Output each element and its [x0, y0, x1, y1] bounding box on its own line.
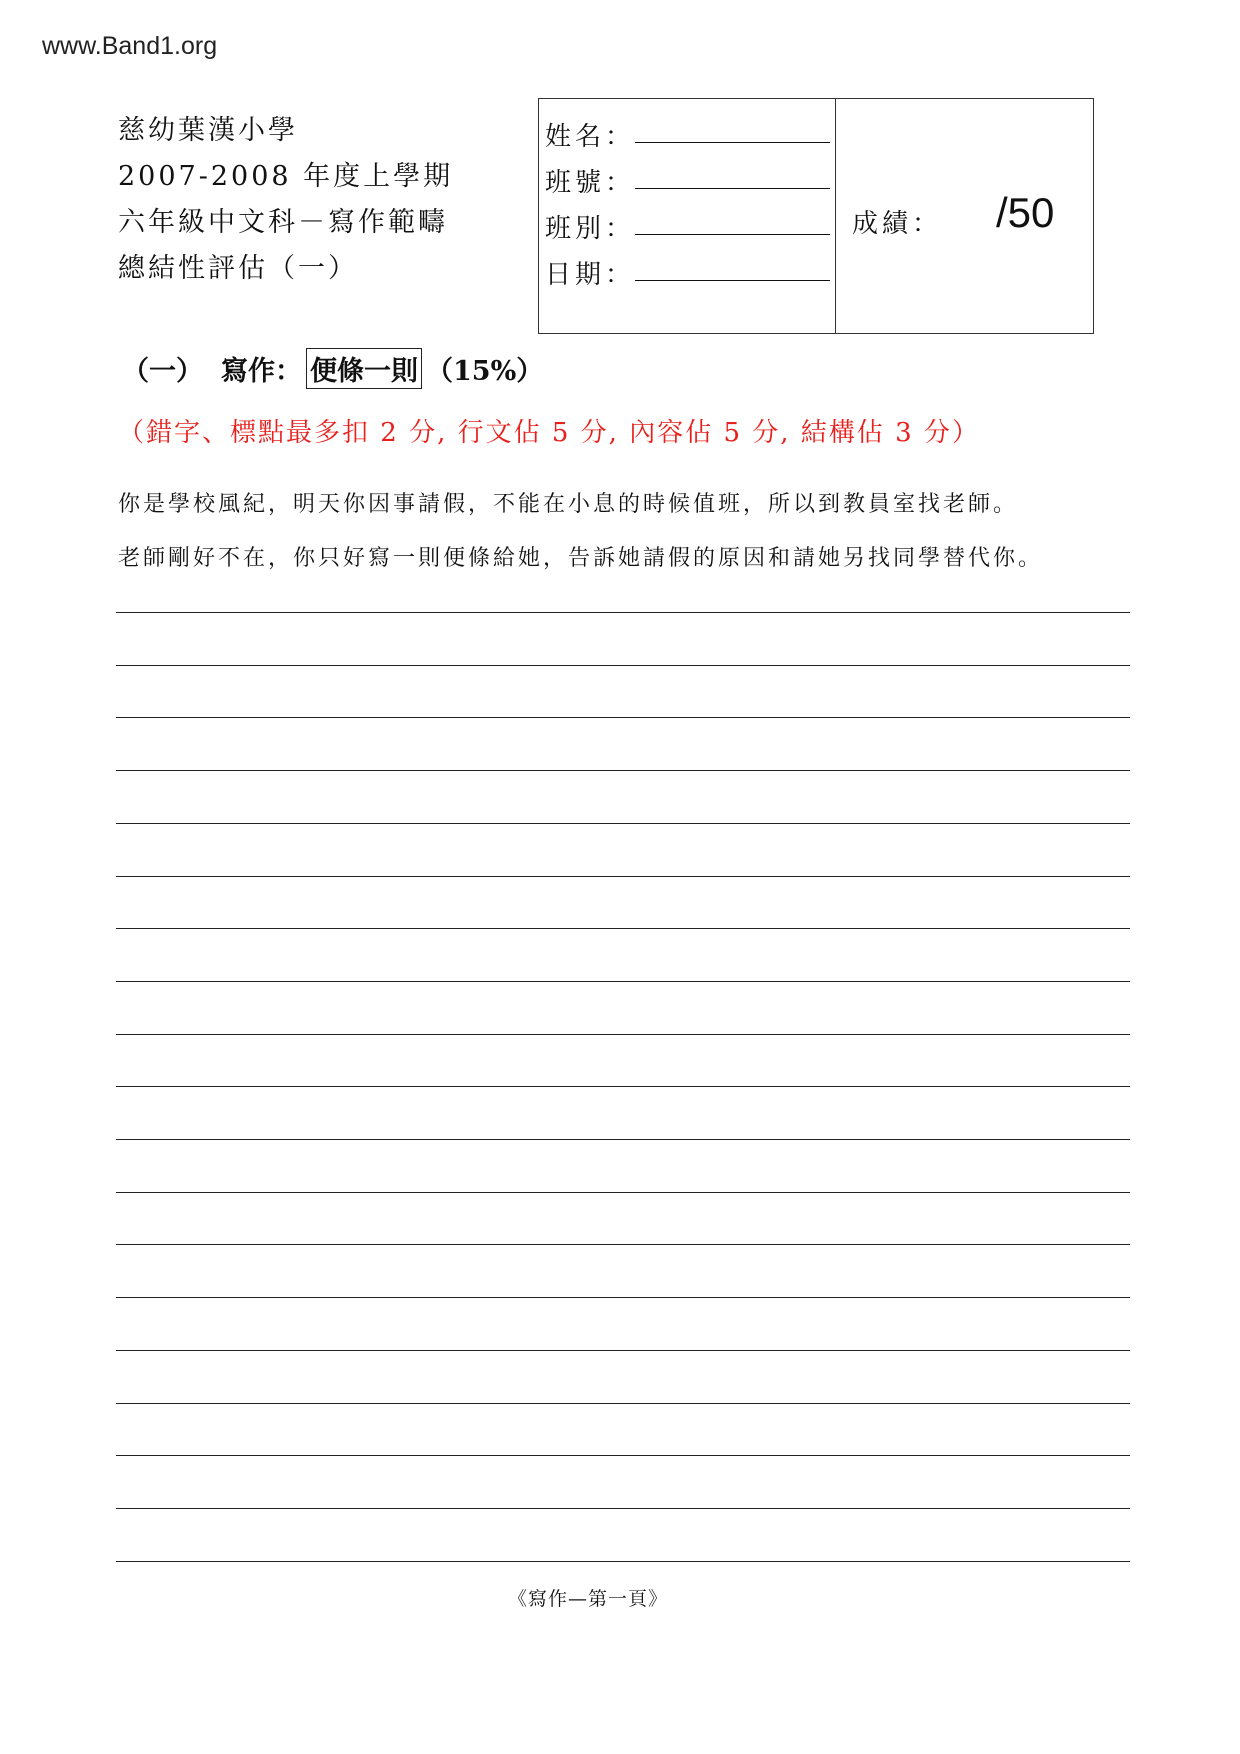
name-label: 姓名：: [545, 122, 636, 152]
student-info-box: [538, 98, 1094, 334]
section-topic: 便條一則: [306, 348, 422, 389]
class-field[interactable]: [539, 199, 835, 245]
student-info-fields: [539, 99, 836, 333]
school-name: 慈幼葉漢小學: [118, 115, 298, 146]
watermark: www.Band1.org: [42, 32, 218, 60]
score-cell: [836, 99, 1093, 333]
class-number-field[interactable]: [539, 153, 835, 199]
writing-line[interactable]: [116, 876, 1130, 877]
section-title: 寫作：: [221, 356, 302, 387]
prompt-line-1: 你是學校風紀，明天你因事請假，不能在小息的時候值班，所以到教員室找老師。: [118, 492, 1019, 517]
writing-line[interactable]: [116, 665, 1130, 666]
name-blank[interactable]: [635, 141, 830, 143]
writing-line[interactable]: [116, 1139, 1130, 1140]
class-blank[interactable]: [635, 233, 830, 235]
page-footer: 《寫作—第一頁》: [507, 1588, 668, 1610]
section-heading: [122, 348, 543, 389]
writing-line[interactable]: [116, 823, 1130, 824]
class-label: 班別：: [545, 214, 636, 244]
writing-line[interactable]: [116, 612, 1130, 613]
class-number-blank[interactable]: [635, 187, 830, 189]
date-label: 日期：: [545, 260, 636, 290]
writing-line[interactable]: [116, 1086, 1130, 1087]
class-number-label: 班號：: [545, 168, 636, 198]
writing-line[interactable]: [116, 1244, 1130, 1245]
name-field[interactable]: [539, 107, 835, 153]
date-blank[interactable]: [635, 279, 830, 281]
exam-header: [118, 108, 453, 292]
writing-line[interactable]: [116, 1508, 1130, 1509]
writing-line[interactable]: [116, 981, 1130, 982]
writing-line[interactable]: [116, 928, 1130, 929]
school-year: 2007-2008 年度上學期: [118, 161, 454, 192]
writing-line[interactable]: [116, 1034, 1130, 1035]
writing-line[interactable]: [116, 717, 1130, 718]
score-label: 成績：: [852, 209, 943, 239]
writing-line[interactable]: [116, 1403, 1130, 1404]
subject-title: 六年級中文科－寫作範疇: [118, 207, 448, 238]
date-field[interactable]: [539, 245, 835, 291]
writing-line[interactable]: [116, 1350, 1130, 1351]
writing-line[interactable]: [116, 1192, 1130, 1193]
writing-line[interactable]: [116, 1297, 1130, 1298]
writing-line[interactable]: [116, 1561, 1130, 1562]
writing-prompt: [118, 478, 1138, 586]
assessment-title: 總結性評估（一）: [118, 253, 358, 284]
writing-line[interactable]: [116, 770, 1130, 771]
section-number: （一）: [122, 356, 203, 387]
writing-line[interactable]: [116, 1455, 1130, 1456]
marking-note: （錯字、標點最多扣 2 分, 行文佔 5 分, 內容佔 5 分, 結構佔 3 分）: [118, 418, 980, 448]
score-total: /50: [996, 189, 1055, 236]
section-weight: （15%）: [426, 356, 544, 387]
prompt-line-2: 老師剛好不在，你只好寫一則便條給她，告訴她請假的原因和請她另找同學替代你。: [118, 546, 1044, 571]
